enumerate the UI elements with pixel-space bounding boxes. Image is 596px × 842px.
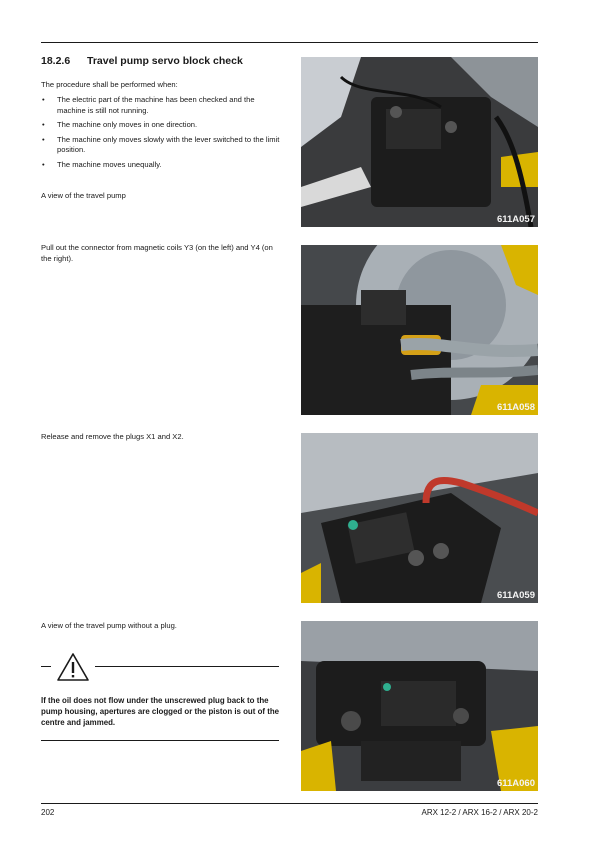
step-text: Pull out the connector from magnetic coils Y3 (on the left) and Y4 (on the right).: [41, 243, 273, 263]
footer-models: ARX 12-2 / ARX 16-2 / ARX 20-2: [421, 808, 538, 817]
warning-rule-right: [95, 666, 279, 667]
condition-text: The machine only moves in one direction.: [57, 120, 198, 129]
list-item: [41, 120, 281, 131]
condition-list: [41, 95, 281, 174]
section-number: 18.2.6: [41, 55, 71, 67]
bullet-icon: •: [42, 95, 45, 104]
list-item: [41, 160, 281, 171]
footer-rule: [41, 803, 538, 804]
photo-plugs-x1-x2: [301, 433, 538, 603]
list-item: [41, 135, 281, 156]
intro-text: The procedure shall be performed when:: [41, 80, 178, 89]
warning-text: If the oil does not flow under the unscrewed plug back to the pump housing, apertures are clogged or the piston is out of the centre and jammed.: [41, 696, 280, 728]
photo-caption: 611A059: [496, 590, 535, 601]
section-title: Travel pump servo block check: [87, 55, 243, 67]
condition-text: The machine only moves slowly with the lever switched to the limit position.: [57, 134, 280, 154]
step-text: Release and remove the plugs X1 and X2.: [41, 432, 184, 441]
photo-caption: 611A058: [496, 402, 535, 413]
bullet-icon: •: [42, 134, 45, 144]
photo-caption: 611A057: [496, 214, 535, 225]
section-heading: [41, 55, 243, 67]
step-text: A view of the travel pump: [41, 191, 126, 200]
page-number: 202: [41, 808, 55, 817]
photo-caption: 611A060: [496, 778, 535, 789]
header-rule: [41, 42, 538, 43]
photo-pump-without-plug: [301, 621, 538, 791]
photo-magnetic-coil-connectors: [301, 245, 538, 415]
step-text: A view of the travel pump without a plug.: [41, 621, 177, 630]
warning-triangle-icon: [56, 652, 90, 682]
condition-text: The electric part of the machine has been checked and the machine is still not running.: [57, 95, 255, 115]
warning-rule-bottom: [41, 740, 279, 741]
bullet-icon: •: [42, 120, 45, 129]
warning-rule-left: [41, 666, 51, 667]
bullet-icon: •: [42, 159, 45, 169]
condition-text: The machine moves unequally.: [57, 159, 162, 169]
photo-travel-pump: [301, 57, 538, 227]
list-item: [41, 95, 281, 116]
